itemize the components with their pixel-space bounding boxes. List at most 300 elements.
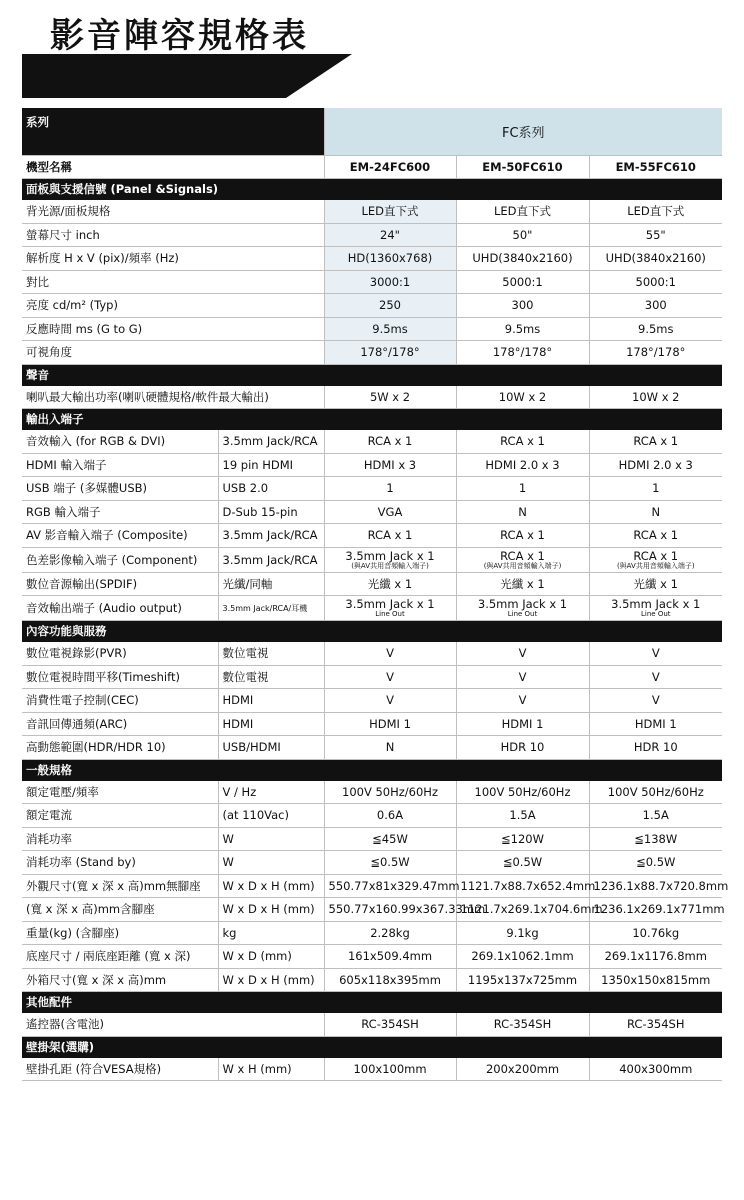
- row-value: RCA x 1: [367, 528, 413, 543]
- spec-row: [22, 341, 722, 365]
- row-label: 重量(kg) (含腳座): [22, 921, 218, 945]
- row-label: 遙控器(含電池): [22, 1013, 324, 1037]
- row-spec: W x D x H (mm): [218, 968, 324, 992]
- row-value-cell: [324, 851, 456, 875]
- row-value: 9.1kg: [506, 925, 539, 940]
- row-label: HDMI 輸入端子: [22, 453, 218, 477]
- row-value-note: (與AV共用音頻輸入端子): [351, 561, 429, 570]
- row-value: 1: [386, 481, 394, 496]
- row-value: 161x509.4mm: [347, 949, 433, 964]
- row-value: HDMI 1: [501, 716, 544, 731]
- row-value-cell: [324, 317, 456, 341]
- row-label: 亮度 cd/m² (Typ): [22, 294, 324, 318]
- row-value-cell: [589, 736, 722, 760]
- row-value-cell: [589, 430, 722, 454]
- row-value-cell: [589, 804, 722, 828]
- row-spec: D-Sub 15-pin: [218, 500, 324, 524]
- row-value: HDMI 1: [369, 716, 411, 731]
- row-label: 對比: [22, 270, 324, 294]
- spec-table-body: [22, 108, 729, 1081]
- row-value-cell: [589, 921, 722, 945]
- row-value-cell: [324, 689, 456, 713]
- row-value-cell: [456, 945, 589, 969]
- row-value: 2.28kg: [370, 925, 410, 940]
- row-value-cell: [324, 712, 456, 736]
- row-value-cell: [456, 341, 589, 365]
- row-value: 5000:1: [502, 274, 543, 289]
- row-label: 額定電壓/頻率: [22, 780, 218, 804]
- spec-row: [22, 270, 722, 294]
- row-value-cell: [456, 247, 589, 271]
- row-value-cell: [589, 477, 722, 501]
- row-value-cell: [589, 689, 722, 713]
- row-label: RGB 輸入端子: [22, 500, 218, 524]
- spec-row: [22, 477, 722, 501]
- row-value-cell: [589, 524, 722, 548]
- row-label: 壁掛孔距 (符合VESA規格): [22, 1057, 218, 1081]
- row-value: 10W x 2: [632, 389, 680, 404]
- row-value-cell: [324, 200, 456, 224]
- spec-row: [22, 1013, 722, 1037]
- row-value-cell: [324, 642, 456, 666]
- row-value: 100V 50Hz/60Hz: [607, 784, 704, 799]
- row-value-cell: [589, 270, 722, 294]
- row-value: 300: [511, 298, 534, 313]
- row-spec: USB 2.0: [218, 477, 324, 501]
- row-value-cell: [324, 547, 456, 572]
- row-value-cell: [589, 898, 725, 922]
- row-value: V: [386, 693, 394, 708]
- row-value: ≦0.5W: [370, 855, 410, 870]
- row-value-cell: [456, 968, 589, 992]
- row-value-cell: [456, 270, 589, 294]
- row-value-cell: [456, 736, 589, 760]
- model-name: EM-55FC610: [589, 155, 722, 179]
- row-value: LED直下式: [493, 204, 552, 219]
- row-value-cell: [589, 665, 722, 689]
- spec-row: [22, 247, 722, 271]
- row-value-note: Line Out: [375, 610, 405, 618]
- row-value: 1.5A: [642, 808, 669, 823]
- series-row: [22, 108, 722, 155]
- row-spec: W x D x H (mm): [218, 898, 324, 922]
- row-value: ≦0.5W: [502, 855, 543, 870]
- row-label: 額定電流: [22, 804, 218, 828]
- row-value: UHD(3840x2160): [605, 251, 706, 266]
- row-value-cell: [589, 945, 722, 969]
- row-spec: 數位電視: [218, 665, 324, 689]
- row-value: HDR 10: [633, 740, 678, 755]
- spec-row: [22, 945, 722, 969]
- row-value: 1: [652, 481, 660, 496]
- row-value-cell: [324, 453, 456, 477]
- row-value: RC-354SH: [627, 1017, 685, 1032]
- row-value-cell: [589, 712, 722, 736]
- row-value: RCA x 1: [500, 548, 545, 563]
- row-value: 100V 50Hz/60Hz: [342, 784, 438, 799]
- row-value-cell: [456, 453, 589, 477]
- row-value: 5000:1: [635, 274, 676, 289]
- row-value-note: Line Out: [641, 610, 671, 618]
- row-value-cell: [589, 547, 722, 572]
- row-value: 1: [518, 481, 527, 496]
- row-value-cell: [456, 1013, 589, 1037]
- row-value-cell: [324, 596, 456, 621]
- row-value: 55": [645, 227, 666, 242]
- row-label: 消費性電子控制(CEC): [22, 689, 218, 713]
- model-name: EM-24FC600: [324, 155, 456, 179]
- row-spec: W x D x H (mm): [218, 874, 324, 898]
- row-value: LED直下式: [627, 204, 685, 219]
- model-row: [22, 155, 722, 179]
- row-value-cell: [589, 827, 722, 851]
- row-value: 550.77x81x329.47mm: [328, 878, 460, 893]
- row-value: 178°/178°: [360, 345, 420, 360]
- row-value: 605x118x395mm: [339, 972, 441, 987]
- row-label: 可視角度: [22, 341, 324, 365]
- row-value: 50": [512, 227, 533, 242]
- row-value: N: [385, 740, 395, 755]
- row-value: 3.5mm Jack x 1: [345, 597, 435, 611]
- row-value: HDMI 1: [634, 716, 677, 731]
- row-value: RCA x 1: [633, 548, 679, 563]
- row-value: 178°/178°: [626, 345, 686, 360]
- row-value: 0.6A: [376, 808, 404, 823]
- spec-row: [22, 430, 722, 454]
- row-label: 音訊回傳通頻(ARC): [22, 712, 218, 736]
- spec-row: [22, 317, 722, 341]
- row-value: 269.1x1176.8mm: [604, 949, 707, 964]
- row-value-cell: [456, 430, 589, 454]
- spec-row: [22, 921, 722, 945]
- row-value: 3.5mm Jack x 1: [345, 548, 435, 563]
- row-label: 解析度 H x V (pix)/頻率 (Hz): [22, 247, 324, 271]
- spec-row: [22, 642, 722, 666]
- row-spec: 19 pin HDMI: [218, 453, 324, 477]
- page-title: 影音陣容規格表: [50, 16, 309, 56]
- row-value-cell: [589, 642, 722, 666]
- row-value-cell: [324, 247, 456, 271]
- row-value-cell: [456, 898, 603, 922]
- section-title: 聲音: [22, 364, 722, 385]
- row-value-cell: [456, 851, 589, 875]
- row-value: 光纖 x 1: [500, 576, 545, 591]
- row-value: RCA x 1: [633, 434, 679, 449]
- row-value-cell: [456, 827, 589, 851]
- row-value-cell: [324, 341, 456, 365]
- row-label: 數位音源輸出(SPDIF): [22, 572, 218, 596]
- row-value-cell: [324, 500, 456, 524]
- spec-row: [22, 524, 722, 548]
- row-value: V: [386, 669, 394, 684]
- row-spec: kg: [218, 921, 324, 945]
- row-value: 3.5mm Jack x 1: [477, 597, 568, 611]
- row-label: 外觀尺寸(寬 x 深 x 高)mm無腳座: [22, 874, 218, 898]
- row-value-cell: [456, 780, 589, 804]
- row-value-cell: [324, 968, 456, 992]
- spec-row: [22, 596, 722, 621]
- spec-row: [22, 1057, 722, 1081]
- row-spec: W: [218, 827, 324, 851]
- title-decor-bar: [22, 54, 352, 98]
- row-value: 1236.1x88.7x720.8mm: [593, 878, 729, 893]
- row-value: RCA x 1: [500, 434, 545, 449]
- row-value-cell: [324, 1057, 456, 1081]
- spec-row: [22, 200, 722, 224]
- row-value-cell: [324, 804, 456, 828]
- row-value-cell: [589, 385, 722, 409]
- row-value-cell: [324, 827, 456, 851]
- row-spec: HDMI: [218, 712, 324, 736]
- row-value: V: [518, 693, 527, 708]
- row-spec: 3.5mm Jack/RCA: [218, 547, 324, 572]
- row-value-cell: [324, 385, 456, 409]
- section-header-row: [22, 1036, 722, 1057]
- row-value: 5W x 2: [369, 389, 411, 404]
- row-value: UHD(3840x2160): [472, 251, 573, 266]
- section-header-row: [22, 992, 722, 1013]
- row-value: 1195x137x725mm: [467, 972, 578, 987]
- section-title: 輸出入端子: [22, 409, 722, 430]
- row-value-cell: [456, 596, 589, 621]
- row-spec: 數位電視: [218, 642, 324, 666]
- row-spec: USB/HDMI: [218, 736, 324, 760]
- row-spec: W: [218, 851, 324, 875]
- spec-row: [22, 665, 722, 689]
- row-value: V: [386, 646, 394, 661]
- spec-row: [22, 385, 722, 409]
- row-spec: (at 110Vac): [218, 804, 324, 828]
- page-header: [22, 0, 722, 100]
- row-value-cell: [456, 317, 589, 341]
- row-value: HDMI 2.0 x 3: [618, 457, 693, 472]
- row-label: 數位電視錄影(PVR): [22, 642, 218, 666]
- spec-row: [22, 500, 722, 524]
- row-value-cell: [589, 294, 722, 318]
- row-value-cell: [456, 665, 589, 689]
- row-value-cell: [324, 524, 456, 548]
- row-value-cell: [456, 500, 589, 524]
- row-spec: 光纖/同軸: [218, 572, 324, 596]
- series-label: 系列: [22, 108, 324, 155]
- row-label: 高動態範圍(HDR/HDR 10): [22, 736, 218, 760]
- row-value-cell: [456, 547, 589, 572]
- spec-row: [22, 572, 722, 596]
- row-spec: W x H (mm): [218, 1057, 324, 1081]
- row-value: HDMI x 3: [363, 457, 417, 472]
- row-value: 1.5A: [509, 808, 536, 823]
- row-value-cell: [324, 223, 456, 247]
- row-value-cell: [589, 500, 722, 524]
- row-value-note: Line Out: [507, 610, 538, 618]
- section-title: 其他配件: [22, 992, 722, 1013]
- row-label: AV 影音輸入端子 (Composite): [22, 524, 218, 548]
- row-value: ≦45W: [372, 831, 408, 846]
- row-value: HD(1360x768): [347, 251, 433, 266]
- spec-row: [22, 898, 722, 922]
- spec-row: [22, 874, 722, 898]
- row-value: 光纖 x 1: [633, 576, 678, 591]
- row-value-cell: [589, 247, 722, 271]
- row-value-cell: [589, 874, 729, 898]
- row-value: VGA: [377, 504, 403, 519]
- spec-row: [22, 223, 722, 247]
- row-value-note: (與AV共用音頻輸入端子): [483, 561, 562, 570]
- section-header-row: [22, 364, 722, 385]
- row-value-cell: [324, 270, 456, 294]
- row-value: 光纖 x 1: [367, 576, 413, 591]
- row-value: 24": [380, 227, 400, 242]
- row-value: V: [651, 669, 660, 684]
- spec-table: [22, 108, 729, 1081]
- row-label: 消耗功率: [22, 827, 218, 851]
- row-value-cell: [589, 1013, 722, 1037]
- row-value-cell: [589, 223, 722, 247]
- row-spec: HDMI: [218, 689, 324, 713]
- row-label: 底座尺寸 / 兩底座距離 (寬 x 深): [22, 945, 218, 969]
- row-value: 10.76kg: [632, 925, 680, 940]
- spec-row: [22, 851, 722, 875]
- row-spec: 3.5mm Jack/RCA: [218, 430, 324, 454]
- row-label: 音效輸出端子 (Audio output): [22, 596, 218, 621]
- row-value: 100V 50Hz/60Hz: [474, 784, 571, 799]
- row-value-cell: [324, 780, 456, 804]
- series-name: FC系列: [324, 108, 722, 155]
- row-value-cell: [589, 780, 722, 804]
- model-name: EM-50FC610: [456, 155, 589, 179]
- row-label: 消耗功率 (Stand by): [22, 851, 218, 875]
- row-value-cell: [456, 874, 596, 898]
- row-value-cell: [324, 294, 456, 318]
- row-value-cell: [456, 477, 589, 501]
- row-value: RCA x 1: [367, 434, 413, 449]
- row-value: V: [518, 669, 527, 684]
- model-label: 機型名稱: [22, 155, 324, 179]
- row-value-note: (與AV共用音頻輸入端子): [616, 561, 695, 570]
- row-value-cell: [456, 712, 589, 736]
- row-label: (寬 x 深 x 高)mm含腳座: [22, 898, 218, 922]
- row-value: 3.5mm Jack x 1: [611, 597, 701, 611]
- row-value-cell: [324, 477, 456, 501]
- row-label: USB 端子 (多媒體USB): [22, 477, 218, 501]
- section-title: 一般規格: [22, 759, 722, 780]
- row-value: 178°/178°: [492, 345, 553, 360]
- row-label: 喇叭最大輸出功率(喇叭硬體規格/軟件最大輸出): [22, 385, 324, 409]
- row-value: 1121.7x88.7x652.4mm: [460, 878, 596, 893]
- row-value-cell: [589, 1057, 722, 1081]
- row-spec: 3.5mm Jack/RCA/耳機: [218, 596, 324, 621]
- row-value-cell: [456, 572, 589, 596]
- row-value-cell: [589, 851, 722, 875]
- row-value-cell: [324, 945, 456, 969]
- row-value: 250: [379, 298, 401, 313]
- row-value: 1236.1x269.1x771mm: [593, 902, 725, 917]
- spec-row: [22, 453, 722, 477]
- row-value: 550.77x160.99x367.33mm: [328, 902, 486, 917]
- row-value-cell: [324, 874, 460, 898]
- row-value-cell: [589, 341, 722, 365]
- section-header-row: [22, 409, 722, 430]
- section-title: 內容功能與服務: [22, 621, 722, 642]
- row-value-cell: [324, 898, 486, 922]
- row-label: 螢幕尺寸 inch: [22, 223, 324, 247]
- row-value: N: [518, 504, 527, 519]
- row-value-cell: [589, 572, 722, 596]
- row-value-cell: [324, 430, 456, 454]
- spec-row: [22, 712, 722, 736]
- row-value: LED直下式: [361, 204, 419, 219]
- row-spec: V / Hz: [218, 780, 324, 804]
- row-value-cell: [589, 200, 722, 224]
- row-value: 400x300mm: [619, 1061, 693, 1076]
- row-label: 音效輸入 (for RGB & DVI): [22, 430, 218, 454]
- spec-row: [22, 804, 722, 828]
- row-value: 3000:1: [369, 274, 411, 289]
- row-label: 背光源/面板規格: [22, 200, 324, 224]
- row-value: 200x200mm: [485, 1061, 560, 1076]
- row-value: RCA x 1: [633, 528, 679, 543]
- spec-row: [22, 547, 722, 572]
- row-value: HDMI 2.0 x 3: [485, 457, 560, 472]
- row-value: HDR 10: [500, 740, 545, 755]
- row-value: 100x100mm: [353, 1061, 427, 1076]
- row-value-cell: [324, 736, 456, 760]
- section-title: 壁掛架(選購): [22, 1036, 722, 1057]
- row-spec: 3.5mm Jack/RCA: [218, 524, 324, 548]
- row-value-cell: [589, 317, 722, 341]
- row-value-cell: [456, 385, 589, 409]
- row-value-cell: [456, 223, 589, 247]
- row-value: ≦138W: [634, 831, 678, 846]
- section-header-row: [22, 621, 722, 642]
- row-value-cell: [456, 524, 589, 548]
- row-value-cell: [456, 200, 589, 224]
- row-value-cell: [324, 1013, 456, 1037]
- row-value-cell: [456, 804, 589, 828]
- row-value-cell: [456, 642, 589, 666]
- row-value: 269.1x1062.1mm: [471, 949, 574, 964]
- row-value: V: [651, 693, 660, 708]
- row-value-cell: [456, 294, 589, 318]
- row-value: RCA x 1: [500, 528, 545, 543]
- spec-row: [22, 294, 722, 318]
- section-header-row: [22, 179, 722, 200]
- row-value: RC-354SH: [493, 1017, 552, 1032]
- row-value: N: [651, 504, 661, 519]
- spec-row: [22, 780, 722, 804]
- row-value: 9.5ms: [504, 321, 541, 336]
- row-value: 1350x150x815mm: [601, 972, 711, 987]
- row-value: 300: [644, 298, 667, 313]
- row-value-cell: [456, 689, 589, 713]
- row-spec: W x D (mm): [218, 945, 324, 969]
- row-value: 1121.7x269.1x704.6mm: [460, 902, 603, 917]
- row-value-cell: [324, 921, 456, 945]
- row-label: 色差影像輸入端子 (Component): [22, 547, 218, 572]
- spec-row: [22, 968, 722, 992]
- spec-row: [22, 736, 722, 760]
- row-value: 9.5ms: [638, 321, 674, 336]
- row-value-cell: [324, 572, 456, 596]
- row-value: 9.5ms: [372, 321, 408, 336]
- row-value: V: [518, 646, 527, 661]
- section-header-row: [22, 759, 722, 780]
- row-value-cell: [456, 921, 589, 945]
- row-value-cell: [589, 453, 722, 477]
- row-value-cell: [456, 1057, 589, 1081]
- row-value-cell: [589, 968, 722, 992]
- row-value: V: [651, 646, 660, 661]
